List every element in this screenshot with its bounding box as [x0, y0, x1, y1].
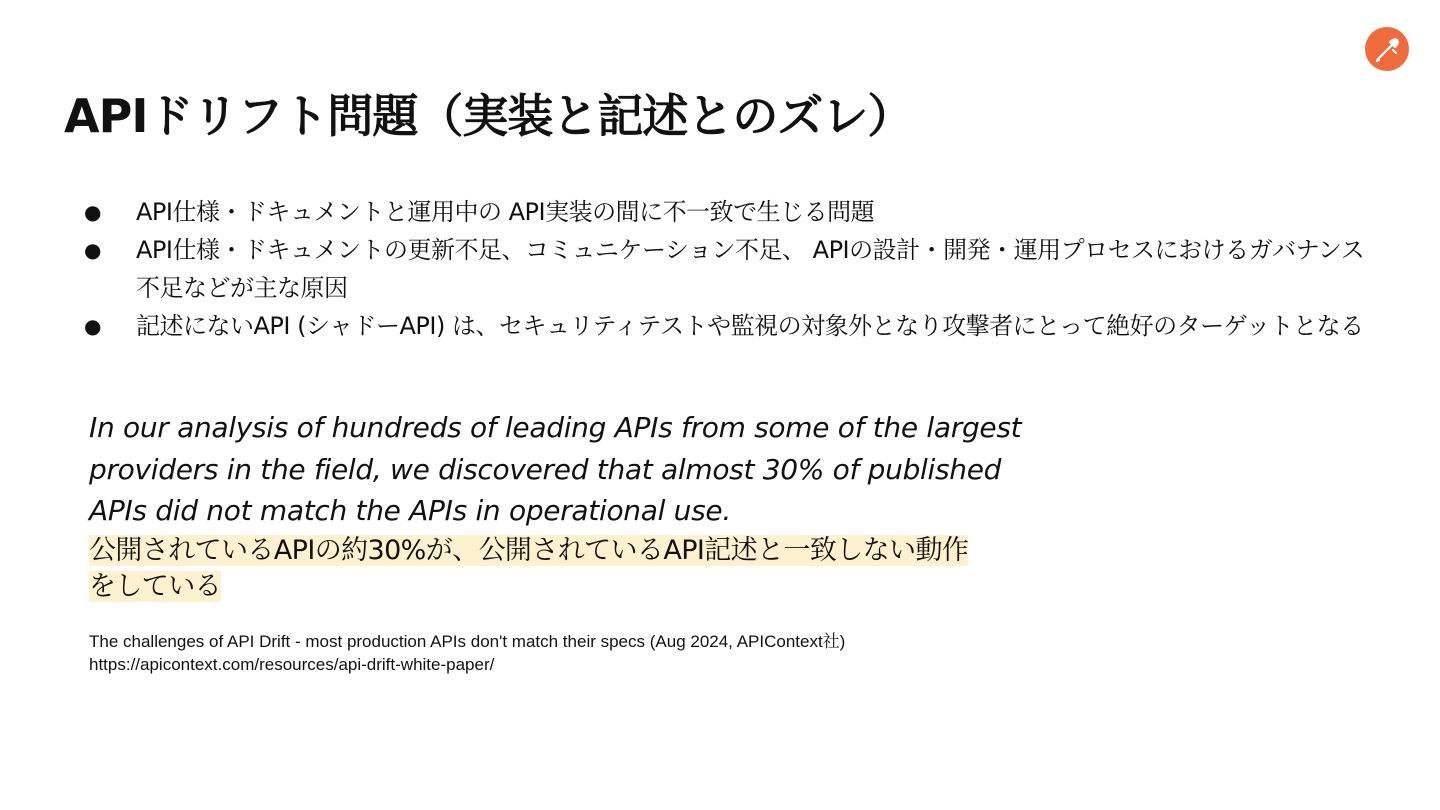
- bullet-text: 記述にないAPI (シャドーAPI) は、セキュリティテストや監視の対象外となり攻撃者にとって絶好のターゲットとなる: [136, 312, 1364, 340]
- source-title: The challenges of API Drift - most production APIs don't match their specs (Aug 2024, APIContext社): [89, 632, 846, 651]
- highlighted-translation: [89, 533, 989, 605]
- bullet-item: [84, 193, 1374, 231]
- bullet-text: API仕様・ドキュメントの更新不足、コミュニケーション不足、 APIの設計・開発・運用プロセスにおけるガバナンス不足などが主な原因: [136, 236, 1365, 302]
- bullet-marker: ●: [84, 238, 101, 262]
- bullet-list: [84, 193, 1374, 345]
- english-quote: In our analysis of hundreds of leading APIs from some of the largest providers in the field, we discovered that almost 30% of published APIs did not match the APIs in operational use.: [89, 411, 1022, 527]
- source-citation: [89, 631, 1189, 676]
- bullet-marker: ●: [84, 200, 101, 224]
- slide-title: APIドリフト問題（実装と記述とのズレ）: [64, 89, 913, 143]
- bullet-item: [84, 307, 1374, 345]
- bullet-marker: ●: [84, 314, 101, 338]
- postman-logo-icon: [1365, 27, 1409, 71]
- bullet-item: [84, 231, 1374, 307]
- highlight-text: 公開されているAPIの約30%が、公開されているAPI記述と一致しない動作をしている: [89, 535, 969, 602]
- bullet-text: API仕様・ドキュメントと運用中の API実装の間に不一致で生じる問題: [136, 198, 875, 226]
- source-url[interactable]: https://apicontext.com/resources/api-drift-white-paper/: [89, 654, 495, 674]
